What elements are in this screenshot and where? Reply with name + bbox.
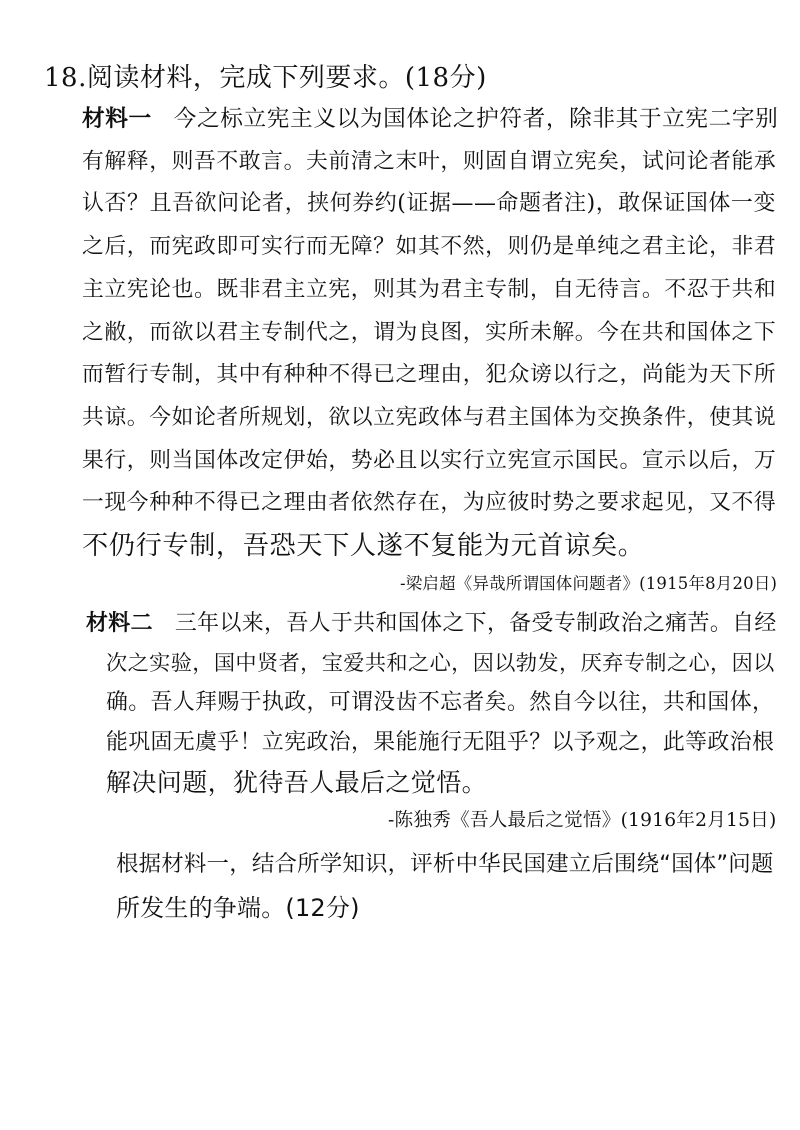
- material2-line-5: 解决问题，犹待吾人最后之觉悟。: [106, 768, 488, 797]
- material1-text: 今之标立宪主义以为国体论之护符者，除非其于立宪二字别: [173, 106, 779, 132]
- material1-line-4: 之后，而宪政即可实行而无障？如其不然，则仍是单纯之君主论，非君: [82, 234, 777, 260]
- question-title: 18.阅读材料，完成下列要求。(18分): [44, 63, 487, 93]
- question-prompt-line-2: 所发生的争端。(12分): [116, 894, 360, 922]
- material1-label: 材料一: [82, 106, 152, 132]
- material1-line-1: [82, 103, 778, 135]
- question-prompt-line-1: 根据材料一，结合所学知识，评析中华民国建立后围绕“国体”问题: [116, 851, 774, 877]
- material2-line-3: 确。吾人拜赐于执政，可谓没齿不忘者矣。然自今以往，共和国体，: [106, 690, 775, 715]
- material1-source: -梁启超《异哉所谓国体问题者》(1915年8月20日): [400, 574, 778, 593]
- material1-line-11: 不仍行专制，吾恐天下人遂不复能为元首谅矣。: [82, 531, 645, 561]
- material1-line-8: 共谅。今如论者所规划，欲以立宪政体与君主国体为交换条件，使其说: [82, 404, 777, 430]
- material2-text: 三年以来，吾人于共和国体之下，备受专制政治之痛苦。自经: [174, 611, 777, 636]
- material1-line-2: 有解释，则吾不敢言。夫前清之末叶，则固自谓立宪矣，试问论者能承: [82, 148, 777, 174]
- material1-line-6: 之敝，而欲以君主专制代之，谓为良图，实所未解。今在共和国体之下: [82, 319, 777, 345]
- material1-line-5: 主立宪论也。既非君主立宪，则其为君主专制，自无待言。不忍于共和: [82, 276, 777, 302]
- material1-line-3: 认否？且吾欲问论者，挟何券约(证据——命题者注)，敢保证国体一变: [82, 191, 776, 217]
- material1-line-7: 而暂行专制，其中有种种不得已之理由，犯众谤以行之，尚能为天下所: [82, 362, 777, 388]
- material2-line-2: 次之实验，国中贤者，宝爱共和之心，因以勃发，厌弃专制之心，因以: [106, 650, 775, 675]
- material1-line-9: 果行，则当国体改定伊始，势必且以实行立宪宣示国民。宣示以后，万: [82, 447, 777, 473]
- material1-line-10: 一现今种种不得已之理由者依然存在，为应彼时势之要求起见，又不得: [82, 490, 777, 516]
- material2-line-4: 能巩固无虞乎！立宪政治，果能施行无阻乎？以予观之，此等政治根: [106, 730, 775, 755]
- material2-label: 材料二: [86, 611, 153, 636]
- material2-source: -陈独秀《吾人最后之觉悟》(1916年2月15日): [388, 810, 777, 831]
- material2-line-1: [86, 608, 777, 640]
